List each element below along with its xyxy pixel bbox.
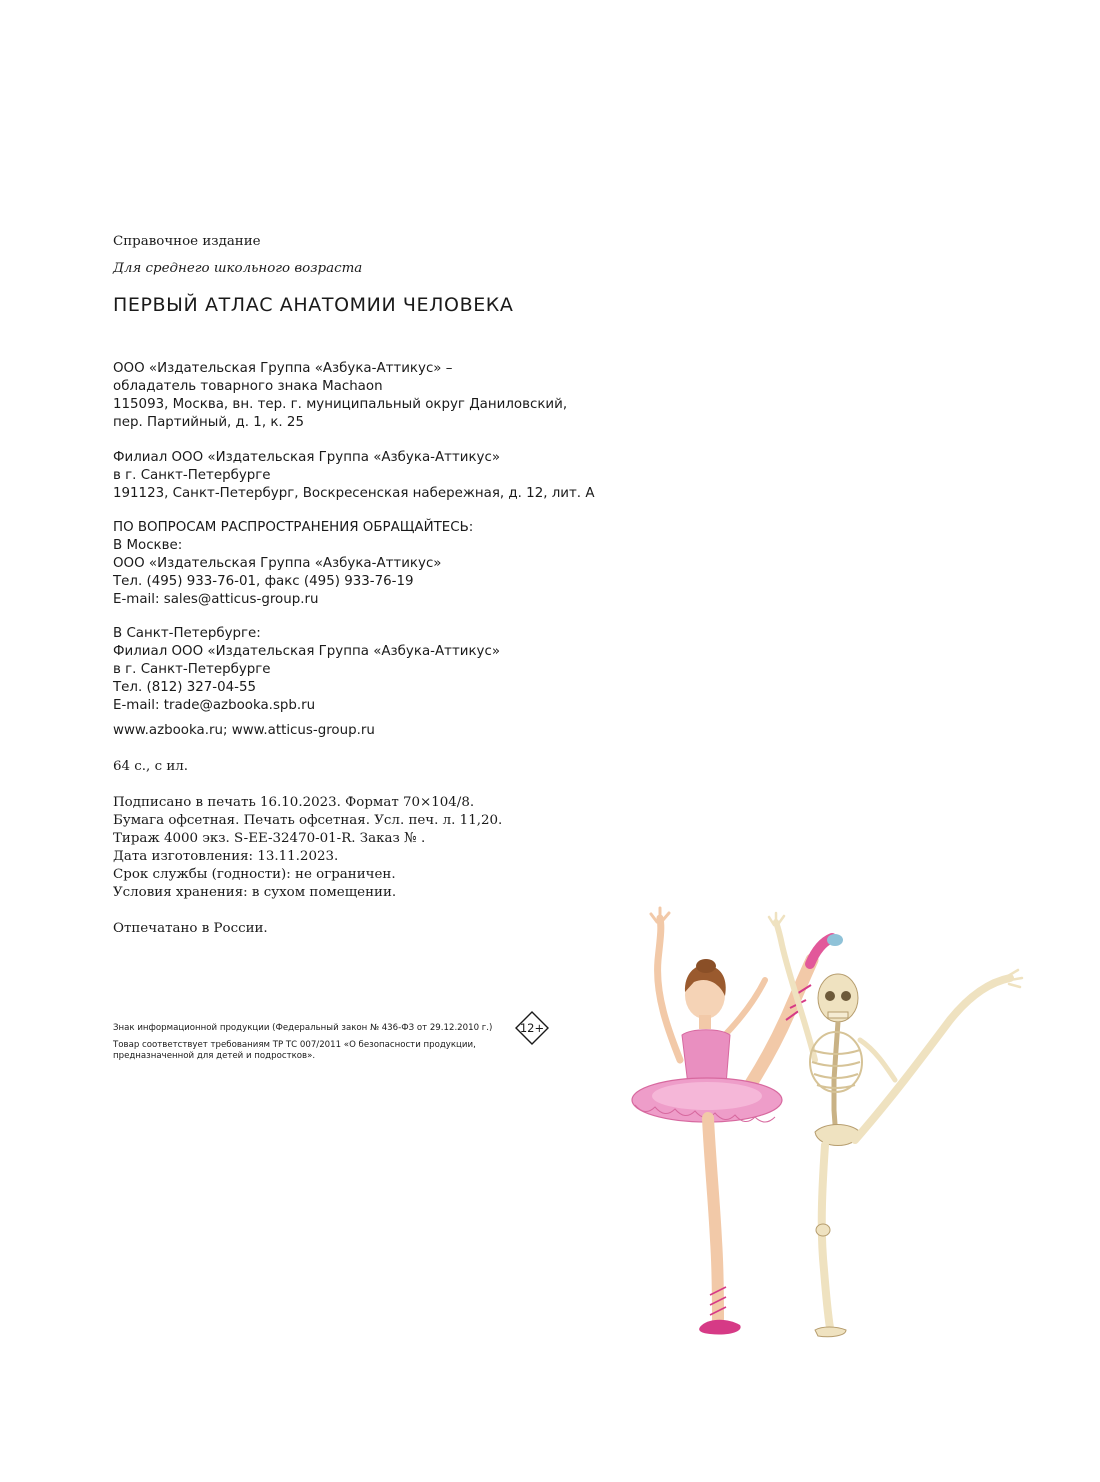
moscow-email: E-mail: sales@atticus-group.ru bbox=[113, 592, 319, 607]
print-info-line: Тираж 4000 экз. S-EE-32470-01-R. Заказ № . bbox=[113, 831, 426, 846]
age-rating-label: 12+ bbox=[519, 1021, 545, 1035]
safety-compliance-line: предназначенной для детей и подростков». bbox=[113, 1051, 316, 1061]
branch-line: Филиал ООО «Издательская Группа «Азбука-Аттикус» bbox=[113, 450, 501, 465]
publisher-line: 115093, Москва, вн. тер. г. муниципальный округ Даниловский, bbox=[113, 397, 568, 412]
publisher-line: обладатель товарного знака Machaon bbox=[113, 379, 383, 394]
book-title: ПЕРВЫЙ АТЛАС АНАТОМИИ ЧЕЛОВЕКА bbox=[113, 294, 514, 316]
ballerina-skeleton-illustration bbox=[610, 900, 1040, 1370]
distribution-heading: ПО ВОПРОСАМ РАСПРОСТРАНЕНИЯ ОБРАЩАЙТЕСЬ: bbox=[113, 520, 474, 535]
publisher-line: пер. Партийный, д. 1, к. 25 bbox=[113, 415, 304, 430]
printed-in: Отпечатано в России. bbox=[113, 921, 268, 936]
print-info-line: Подписано в печать 16.10.2023. Формат 70×104/8. bbox=[113, 795, 475, 810]
safety-compliance-line: Товар соответствует требованиям ТР ТС 007/2011 «О безопасности продукции, bbox=[113, 1040, 476, 1050]
spb-contact-line: в г. Санкт-Петербурге bbox=[113, 662, 271, 677]
print-info-line: Дата изготовления: 13.11.2023. bbox=[113, 849, 339, 864]
branch-line: 191123, Санкт-Петербург, Воскресенская набережная, д. 12, лит. А bbox=[113, 486, 595, 501]
branch-line: в г. Санкт-Петербурге bbox=[113, 468, 271, 483]
ballerina-figure bbox=[632, 908, 843, 1335]
moscow-contact-line: В Москве: bbox=[113, 538, 183, 553]
websites: www.azbooka.ru; www.atticus-group.ru bbox=[113, 723, 375, 738]
spb-email: E-mail: trade@azbooka.spb.ru bbox=[113, 698, 316, 713]
page-count: 64 с., с ил. bbox=[113, 759, 189, 774]
age-rating-badge bbox=[514, 1010, 550, 1046]
print-info-line: Срок службы (годности): не ограничен. bbox=[113, 867, 396, 882]
publisher-line: ООО «Издательская Группа «Азбука-Аттикус» – bbox=[113, 361, 453, 376]
spb-contact-line: Филиал ООО «Издательская Группа «Азбука-Аттикус» bbox=[113, 644, 501, 659]
print-info-line: Бумага офсетная. Печать офсетная. Усл. печ. л. 11,20. bbox=[113, 813, 503, 828]
spb-contact-line: Тел. (812) 327-04-55 bbox=[113, 680, 257, 695]
edition-type: Справочное издание bbox=[113, 234, 261, 249]
moscow-contact-line: Тел. (495) 933-76-01, факс (495) 933-76-19 bbox=[113, 574, 414, 589]
moscow-contact-line: ООО «Издательская Группа «Азбука-Аттикус» bbox=[113, 556, 442, 571]
spb-contact-line: В Санкт-Петербурге: bbox=[113, 626, 261, 641]
print-info-line: Условия хранения: в сухом помещении. bbox=[113, 885, 397, 900]
audience-note: Для среднего школьного возраста bbox=[113, 261, 363, 276]
info-product-notice: Знак информационной продукции (Федеральный закон № 436-ФЗ от 29.12.2010 г.) bbox=[113, 1023, 493, 1033]
